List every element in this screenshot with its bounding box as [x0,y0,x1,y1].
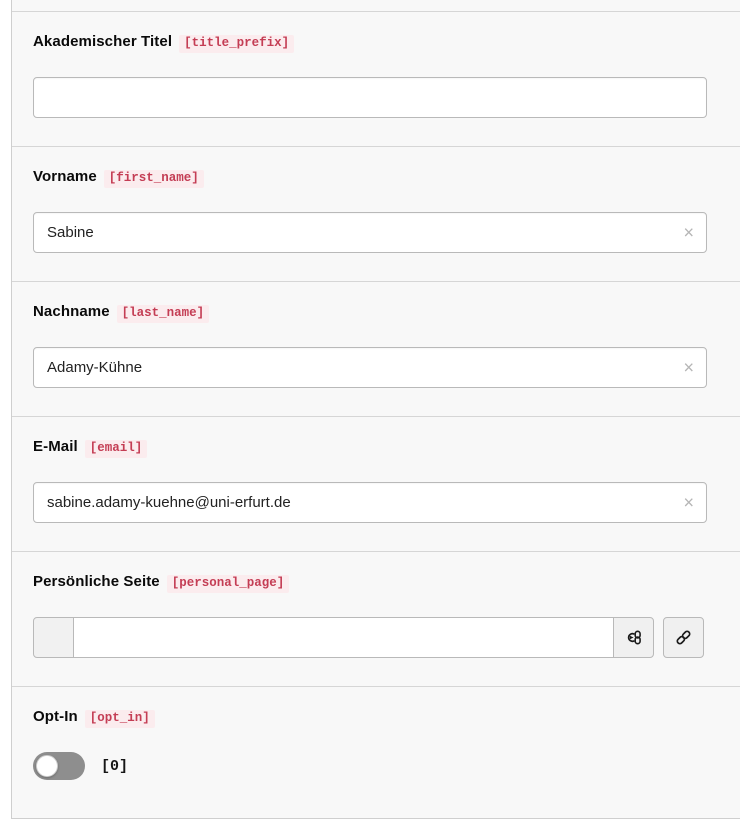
field-key-badge: [opt_in] [85,710,155,728]
form-section-opt-in [12,687,740,818]
cursor-link-icon [625,629,642,646]
toggle-state-label: [0] [101,757,129,775]
field-label-text: Akademischer Titel [33,33,173,50]
form-section-last-name [12,282,740,417]
record-edit-form [11,0,740,819]
field-key-badge: [last_name] [117,305,210,323]
title-prefix-input[interactable] [33,77,707,118]
link-wizard-button[interactable] [613,617,654,658]
record-icon-slot [33,617,74,658]
personal-page-input[interactable] [73,617,614,658]
field-label-text: Persönliche Seite [33,573,160,590]
email-input[interactable] [33,482,707,523]
personal-page-input-group [33,617,654,658]
clear-input-icon[interactable]: × [683,356,694,377]
field-label [33,438,707,457]
field-key-badge: [title_prefix] [179,35,294,53]
field-label [33,168,707,187]
form-section-personal-page [12,552,740,687]
link-browser-button[interactable] [663,617,704,658]
opt-in-toggle[interactable] [33,752,85,780]
personal-page-input-row [33,617,707,658]
first-name-input[interactable] [33,212,707,253]
field-key-badge: [personal_page] [167,575,290,593]
title-prefix-input-wrap [33,77,707,118]
toggle-knob-icon [36,755,58,777]
field-label [33,33,707,52]
form-section-title-prefix [12,12,740,147]
field-label-text: Nachname [33,303,110,320]
link-icon [675,629,692,646]
field-label [33,303,707,322]
form-section-email [12,417,740,552]
field-label-text: Vorname [33,168,97,185]
section-divider [12,0,740,12]
field-label [33,708,707,727]
field-key-badge: [email] [85,440,148,458]
last-name-input-wrap [33,347,707,388]
clear-input-icon[interactable]: × [683,491,694,512]
field-key-badge: [first_name] [104,170,204,188]
opt-in-toggle-row [33,752,707,780]
clear-input-icon[interactable]: × [683,221,694,242]
email-input-wrap [33,482,707,523]
field-label-text: Opt-In [33,708,78,725]
field-label [33,573,707,592]
form-section-first-name [12,147,740,282]
last-name-input[interactable] [33,347,707,388]
first-name-input-wrap [33,212,707,253]
field-label-text: E-Mail [33,438,78,455]
